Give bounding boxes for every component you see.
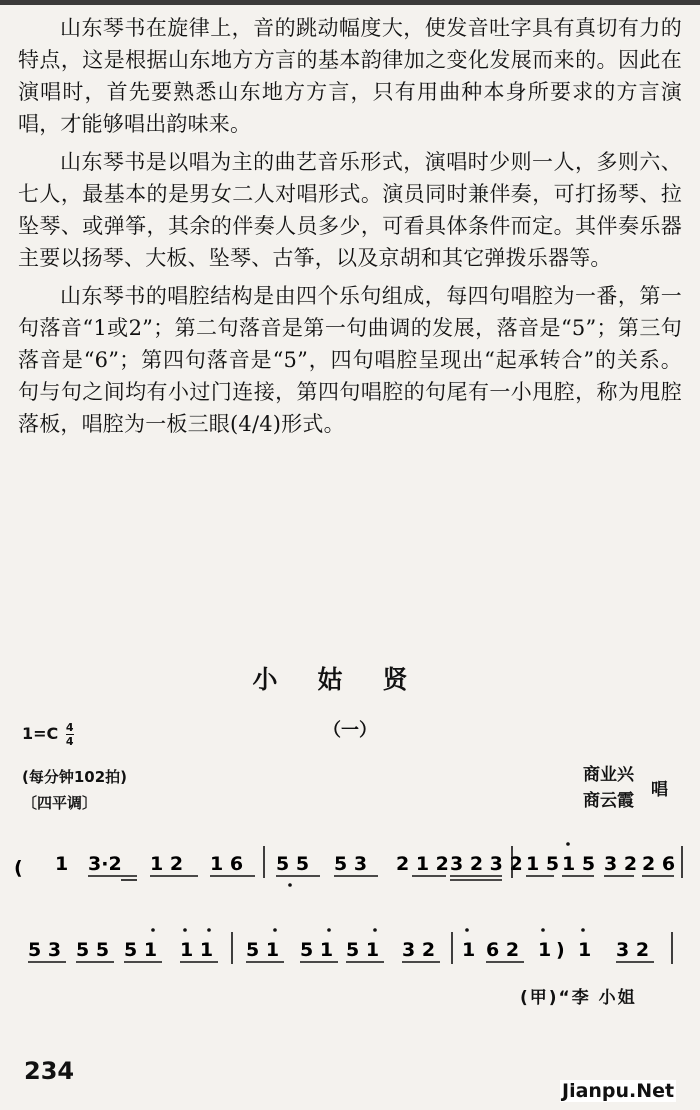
close-paren: ) xyxy=(556,939,565,961)
body-text xyxy=(18,12,682,446)
l2-m2-b4: 3 2 xyxy=(402,939,436,961)
l1-m1-b3: 1 2 xyxy=(150,853,184,875)
singer-1: 商业兴 xyxy=(583,765,634,785)
key-signature xyxy=(22,722,74,747)
page-number: 234 xyxy=(24,1057,75,1085)
l2-m1-b3: 5 1 xyxy=(124,939,158,961)
l2-m1-b1: 5 3 xyxy=(28,939,62,961)
singer-2: 商云霞 xyxy=(583,791,634,811)
tempo-marking: (每分钟102拍) xyxy=(22,768,128,786)
l1-m2-b2: 5 3 xyxy=(334,853,368,875)
time-bottom: 4 xyxy=(65,735,74,748)
paragraph-2: 山东琴书是以唱为主的曲艺音乐形式，演唱时少则一人，多则六、七人，最基本的是男女二人对唱形式。演员同时兼伴奏，可打扬琴、拉坠琴、或弹筝，其余的伴奏人员多少，可看具体条件而定。其伴奏乐器主要以扬琴、大板、坠琴、古筝，以及京胡和其它弹拨乐器等。 xyxy=(18,150,682,270)
l2-m3-b3: 1 xyxy=(538,939,552,961)
l2-m1-b2: 5 5 xyxy=(76,939,110,961)
l1-m3-b4: 2 6 xyxy=(642,853,676,875)
l1-m2-b3: 2 1 2 xyxy=(396,853,449,875)
paragraph-1: 山东琴书在旋律上，音的跳动幅度大，使发音吐字具有真切有力的特点，这是根据山东地方方言的基本韵律加之变化发展而来的。因此在演唱时，首先要熟悉山东地方方言，只有用曲种本身所要求的方言演唱，才能够唱出韵味来。 xyxy=(18,16,682,136)
l1-m2-b4: 3 2 3 2 xyxy=(450,853,523,875)
l1-m1-b4: 1 6 xyxy=(210,853,244,875)
l2-m3-b4: 1 xyxy=(578,939,592,961)
watermark: Jianpu.Net xyxy=(562,1080,675,1102)
top-border xyxy=(0,0,700,5)
song-title: 小姑贤 xyxy=(252,665,448,694)
section-number: （一） xyxy=(323,720,377,741)
l1-m3-b1: 1 5 xyxy=(526,853,560,875)
sing-mark: 唱 xyxy=(651,780,668,800)
l2-m3-b2: 6 2 xyxy=(486,939,520,961)
l1-m3-b2: 1 5 xyxy=(562,853,596,875)
paragraph-3: 山东琴书的唱腔结构是由四个乐句组成，每四句唱腔为一番，第一句落音“1或2”；第二句落音是第一句曲调的发展，落音是“5”；第三句落音是“6”；第四句落音是“5”，四句唱腔呈现出“起承转合”的关系。句与句之间均有小过门连接，第四句唱腔的句尾有一小甩腔，称为甩腔落板，唱腔为一板三眼(4/4)形式。 xyxy=(18,284,682,436)
l1-m3-b3: 3 2 xyxy=(604,853,638,875)
time-top: 4 xyxy=(65,721,74,734)
lyrics-line: (甲)“李 小姐 xyxy=(520,988,637,1008)
l2-m2-b2: 5 1 xyxy=(300,939,334,961)
key-label: 1=C xyxy=(22,724,59,743)
l2-m2-b3: 5 1 xyxy=(346,939,380,961)
l1-m1-b1: 1 xyxy=(55,853,69,875)
l2-m2-b1: 5 1 xyxy=(246,939,280,961)
l2-m1-b4: 1 1 xyxy=(180,939,214,961)
time-signature xyxy=(66,722,74,747)
open-paren: ( xyxy=(14,857,23,879)
mode-marking: 〔四平调〕 xyxy=(22,794,98,812)
l1-m2-b1: 5 5 xyxy=(276,853,310,875)
score-svg xyxy=(0,830,700,990)
singers xyxy=(583,762,634,814)
l2-m3-b1: 1 xyxy=(462,939,476,961)
l1-m1-b2: 3·2 xyxy=(88,853,122,875)
l2-m3-b5: 3 2 xyxy=(616,939,650,961)
